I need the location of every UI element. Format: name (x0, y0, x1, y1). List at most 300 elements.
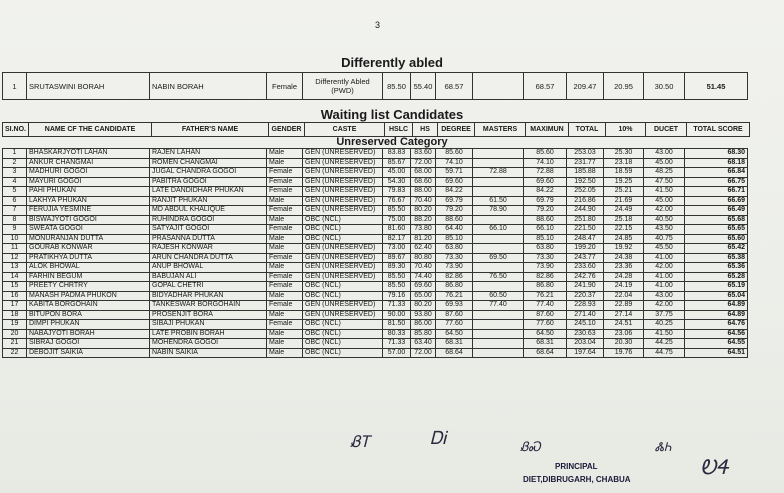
cell-maximun: 84.22 (524, 187, 567, 197)
cell-hs: 63.40 (411, 339, 436, 349)
cell-caste: OBC (NCL) (303, 282, 383, 292)
cell-name: MAYURI GOGOI (27, 177, 150, 187)
cell-hslc: 85.67 (383, 158, 411, 168)
cell-degree: 87.60 (436, 310, 473, 320)
table-row (3, 301, 748, 311)
cell-sino: 9 (3, 225, 27, 235)
cell-degree: 84.22 (436, 187, 473, 197)
cell-father: ROMEN CHANGMAI (150, 158, 267, 168)
section-title-waiting-list: Waiting list Candidates (320, 107, 464, 122)
cell-total: 253.03 (567, 149, 604, 159)
table-row (3, 177, 748, 187)
cell-maximun: 74.10 (524, 158, 567, 168)
section-title-differently-abled: Differently abled (341, 55, 443, 70)
cell-hslc: 89.67 (383, 253, 411, 263)
cell-gender: Male (267, 310, 303, 320)
cell-name: KABITA BORGOHAIN (27, 301, 150, 311)
cell-caste: GEN (UNRESERVED) (303, 272, 383, 282)
cell-caste: GEN (UNRESERVED) (303, 310, 383, 320)
cell-hs: 86.00 (411, 320, 436, 330)
cell-gender: Male (267, 263, 303, 273)
cell-hslc: 90.00 (383, 310, 411, 320)
cell-total: 228.93 (567, 301, 604, 311)
cell-name: NABAJYOTI BORAH (27, 329, 150, 339)
cell-father: ARUN CHANDRA DUTTA (150, 253, 267, 263)
cell-maximun: 69.79 (524, 196, 567, 206)
cell-degree: 88.60 (436, 215, 473, 225)
table-row (3, 329, 748, 339)
cell-total: 245.10 (567, 320, 604, 330)
table-row (3, 158, 748, 168)
cell-hslc: 79.83 (383, 187, 411, 197)
cell-ten-percent: 18.59 (604, 168, 644, 178)
cell-name: SRUTASWINI BORAH (27, 73, 150, 100)
cell-degree: 69.79 (436, 196, 473, 206)
cell-father: RUHINDRA GOGOI (150, 215, 267, 225)
cell-caste: OBC (NCL) (303, 339, 383, 349)
table-row (3, 206, 748, 216)
cell-masters (473, 177, 524, 187)
cell-total-score: 51.45 (685, 73, 748, 100)
waiting-list-body (3, 149, 748, 358)
cell-gender: Male (267, 158, 303, 168)
cell-total-score: 65.60 (685, 234, 748, 244)
cell-name: FERUJIA YESMINE (27, 206, 150, 216)
cell-caste: GEN (UNRESERVED) (303, 206, 383, 216)
cell-sino: 1 (3, 149, 27, 159)
cell-caste: OBC (NCL) (303, 320, 383, 330)
cell-total: 243.77 (567, 253, 604, 263)
cell-total-score: 68.18 (685, 158, 748, 168)
cell-ducet: 44.75 (644, 348, 685, 358)
cell-ten-percent: 19.25 (604, 177, 644, 187)
table-row (3, 196, 748, 206)
cell-ten-percent: 24.19 (604, 282, 644, 292)
table-row (3, 244, 748, 254)
cell-gender: Male (267, 291, 303, 301)
header-row (3, 123, 750, 137)
header-name: NAME CF THE CANDIDATE (29, 123, 152, 137)
cell-maximun: 77.40 (524, 301, 567, 311)
cell-ten-percent: 23.18 (604, 158, 644, 168)
cell-maximun: 73.90 (524, 263, 567, 273)
header-father: FATHER'S NAME (152, 123, 269, 137)
cell-gender: Female (267, 301, 303, 311)
cell-total: 233.60 (567, 263, 604, 273)
cell-degree: 69.60 (436, 177, 473, 187)
cell-masters (473, 149, 524, 159)
cell-hslc: 80.33 (383, 329, 411, 339)
cell-total-score: 65.42 (685, 244, 748, 254)
cell-maximun: 82.86 (524, 272, 567, 282)
cell-masters (473, 234, 524, 244)
cell-father: MOHENDRA GOGOI (150, 339, 267, 349)
signature-5: ᎧᏎ (700, 455, 729, 479)
cell-masters: 69.50 (473, 253, 524, 263)
cell-total-score: 65.28 (685, 272, 748, 282)
cell-total-score: 65.65 (685, 225, 748, 235)
cell-degree: 64.40 (436, 225, 473, 235)
cell-ten-percent: 24.38 (604, 253, 644, 263)
cell-hs: 88.20 (411, 215, 436, 225)
cell-ducet: 44.25 (644, 339, 685, 349)
cell-gender: Female (267, 168, 303, 178)
cell-total: 271.40 (567, 310, 604, 320)
cell-masters (473, 263, 524, 273)
cell-caste: GEN (UNRESERVED) (303, 168, 383, 178)
cell-maximun: 68.57 (524, 73, 567, 100)
differently-abled-table (2, 72, 748, 100)
cell-caste: GEN (UNRESERVED) (303, 158, 383, 168)
table-row (3, 234, 748, 244)
cell-ducet: 41.50 (644, 187, 685, 197)
cell-ten-percent: 24.85 (604, 234, 644, 244)
cell-hs: 83.60 (411, 149, 436, 159)
column-header-row (2, 122, 750, 137)
cell-hslc: 81.60 (383, 225, 411, 235)
cell-father: RAJESH KONWAR (150, 244, 267, 254)
table-row (3, 310, 748, 320)
cell-ten-percent: 23.36 (604, 263, 644, 273)
cell-degree: 73.90 (436, 263, 473, 273)
cell-father: ANUP BHOWAL (150, 263, 267, 273)
cell-sino: 21 (3, 339, 27, 349)
cell-ducet: 41.00 (644, 282, 685, 292)
cell-maximun: 68.64 (524, 348, 567, 358)
table-row (3, 187, 748, 197)
cell-gender: Female (267, 225, 303, 235)
cell-maximun: 76.21 (524, 291, 567, 301)
signature-4: ᏜᏂ (655, 440, 672, 454)
cell-ten-percent: 19.76 (604, 348, 644, 358)
cell-father: LATE DANDIDHAR PHUKAN (150, 187, 267, 197)
cell-hs: 80.80 (411, 253, 436, 263)
cell-degree: 68.64 (436, 348, 473, 358)
cell-gender: Female (267, 177, 303, 187)
header-total-score: TOTAL SCORE (687, 123, 750, 137)
cell-total: 220.37 (567, 291, 604, 301)
cell-ducet: 42.00 (644, 206, 685, 216)
cell-name: DEBOJIT SAIKIA (27, 348, 150, 358)
cell-hslc: 85.50 (383, 206, 411, 216)
header-masters: MASTERS (475, 123, 526, 137)
cell-ducet: 41.00 (644, 272, 685, 282)
header-degree: DEGREE (438, 123, 475, 137)
cell-total-score: 64.89 (685, 301, 748, 311)
header-caste: CASTE (305, 123, 385, 137)
cell-gender: Female (267, 253, 303, 263)
cell-caste: GEN (UNRESERVED) (303, 196, 383, 206)
cell-gender: Male (267, 339, 303, 349)
cell-total: 197.64 (567, 348, 604, 358)
cell-father: BIDYADHAR PHUKAN (150, 291, 267, 301)
cell-sino: 13 (3, 263, 27, 273)
cell-caste: OBC (NCL) (303, 329, 383, 339)
cell-gender: Male (267, 196, 303, 206)
cell-total-score: 64.76 (685, 320, 748, 330)
cell-father: PABITRA GOGOI (150, 177, 267, 187)
cell-maximun: 85.60 (524, 149, 567, 159)
header-ducet: DUCET (646, 123, 687, 137)
page-number: 3 (375, 20, 381, 30)
cell-degree: 85.60 (436, 149, 473, 159)
cell-gender: Male (267, 149, 303, 159)
cell-hs: 65.00 (411, 291, 436, 301)
cell-father: NABIN SAIKIA (150, 348, 267, 358)
cell-name: BHASKARJYOTI LAHAN (27, 149, 150, 159)
cell-caste: OBC (NCL) (303, 291, 383, 301)
cell-father: JUGAL CHANDRA GOGOI (150, 168, 267, 178)
cell-name: SWEATA GOGOI (27, 225, 150, 235)
cell-ducet: 47.50 (644, 177, 685, 187)
cell-degree: 85.10 (436, 234, 473, 244)
table-row (3, 339, 748, 349)
table-row (3, 282, 748, 292)
cell-degree: 69.93 (436, 301, 473, 311)
cell-ducet: 42.00 (644, 263, 685, 273)
cell-maximun: 68.31 (524, 339, 567, 349)
cell-degree: 68.57 (436, 73, 473, 100)
table-row (3, 263, 748, 273)
cell-hslc: 85.50 (383, 282, 411, 292)
cell-hslc: 71.33 (383, 301, 411, 311)
cell-ten-percent: 25.18 (604, 215, 644, 225)
cell-sino: 5 (3, 187, 27, 197)
cell-total-score: 66.84 (685, 168, 748, 178)
waiting-list-table (2, 148, 748, 358)
cell-ten-percent: 22.04 (604, 291, 644, 301)
cell-ducet: 40.25 (644, 320, 685, 330)
cell-masters: 77.40 (473, 301, 524, 311)
table-row (3, 253, 748, 263)
cell-masters: 60.50 (473, 291, 524, 301)
cell-father: GOPAL CHETRI (150, 282, 267, 292)
cell-name: GOURAB KONWAR (27, 244, 150, 254)
cell-hs: 68.60 (411, 177, 436, 187)
cell-degree: 86.80 (436, 282, 473, 292)
cell-total: 242.76 (567, 272, 604, 282)
cell-maximun: 73.30 (524, 253, 567, 263)
cell-hs: 85.80 (411, 329, 436, 339)
cell-gender: Male (267, 215, 303, 225)
cell-ten-percent: 27.14 (604, 310, 644, 320)
cell-hslc: 73.00 (383, 244, 411, 254)
cell-hs: 55.40 (411, 73, 436, 100)
cell-hs: 62.40 (411, 244, 436, 254)
cell-hslc: 82.17 (383, 234, 411, 244)
cell-hslc: 83.83 (383, 149, 411, 159)
cell-ducet: 40.50 (644, 215, 685, 225)
cell-sino: 20 (3, 329, 27, 339)
cell-total-score: 64.51 (685, 348, 748, 358)
cell-caste: OBC (NCL) (303, 234, 383, 244)
cell-hslc: 79.16 (383, 291, 411, 301)
cell-total-score: 66.75 (685, 177, 748, 187)
header-gender: GENDER (269, 123, 305, 137)
cell-ducet: 48.25 (644, 168, 685, 178)
cell-hslc: 54.30 (383, 177, 411, 187)
cell-hslc: 71.33 (383, 339, 411, 349)
cell-ten-percent: 25.21 (604, 187, 644, 197)
cell-ducet: 45.50 (644, 244, 685, 254)
cell-maximun: 88.60 (524, 215, 567, 225)
cell-masters (473, 73, 524, 100)
cell-maximun: 64.50 (524, 329, 567, 339)
cell-gender: Male (267, 348, 303, 358)
cell-caste: OBC (NCL) (303, 215, 383, 225)
cell-father: PRASANNA DUTTA (150, 234, 267, 244)
cell-name: PAHI PHUKAN (27, 187, 150, 197)
cell-name: MANASH PADMA PHUKON (27, 291, 150, 301)
cell-ten-percent: 21.69 (604, 196, 644, 206)
cell-ducet: 30.50 (644, 73, 685, 100)
cell-hslc: 76.67 (383, 196, 411, 206)
cell-gender: Male (267, 234, 303, 244)
cell-ten-percent: 23.06 (604, 329, 644, 339)
cell-name: ALOK BHOWAL (27, 263, 150, 273)
cell-total-score: 65.38 (685, 253, 748, 263)
cell-masters (473, 310, 524, 320)
cell-ducet: 45.00 (644, 158, 685, 168)
cell-sino: 16 (3, 291, 27, 301)
cell-sino: 12 (3, 253, 27, 263)
cell-caste: GEN (UNRESERVED) (303, 301, 383, 311)
cell-father: BABUJAN ALI (150, 272, 267, 282)
cell-hs: 88.00 (411, 187, 436, 197)
cell-sino: 2 (3, 158, 27, 168)
cell-degree: 63.80 (436, 244, 473, 254)
cell-ducet: 40.75 (644, 234, 685, 244)
cell-total-score: 66.71 (685, 187, 748, 197)
cell-name: LAKHYA PHUKAN (27, 196, 150, 206)
cell-ducet: 41.50 (644, 329, 685, 339)
cell-name: BITUPON BORA (27, 310, 150, 320)
cell-gender: Male (267, 329, 303, 339)
table-row (3, 272, 748, 282)
cell-hslc: 81.50 (383, 320, 411, 330)
cell-ten-percent: 24.51 (604, 320, 644, 330)
cell-hs: 81.20 (411, 234, 436, 244)
cell-ten-percent: 25.30 (604, 149, 644, 159)
cell-sino: 1 (3, 73, 27, 100)
cell-total-score: 65.19 (685, 282, 748, 292)
cell-maximun: 69.60 (524, 177, 567, 187)
cell-hslc: 75.00 (383, 215, 411, 225)
cell-maximun: 66.10 (524, 225, 567, 235)
cell-maximun: 79.20 (524, 206, 567, 216)
cell-caste: GEN (UNRESERVED) (303, 244, 383, 254)
cell-hslc: 85.50 (383, 272, 411, 282)
cell-caste: GEN (UNRESERVED) (303, 177, 383, 187)
cell-total-score: 65.36 (685, 263, 748, 273)
cell-maximun: 86.80 (524, 282, 567, 292)
cell-masters (473, 348, 524, 358)
cell-caste: GEN (UNRESERVED) (303, 187, 383, 197)
cell-ten-percent: 22.15 (604, 225, 644, 235)
cell-total-score: 64.89 (685, 310, 748, 320)
cell-father: SATYAJIT GOGOI (150, 225, 267, 235)
cell-sino: 8 (3, 215, 27, 225)
cell-father: LATE PROBIN BORAH (150, 329, 267, 339)
cell-ducet: 37.75 (644, 310, 685, 320)
cell-hs: 93.80 (411, 310, 436, 320)
cell-masters (473, 320, 524, 330)
cell-maximun: 72.88 (524, 168, 567, 178)
cell-gender: Female (267, 206, 303, 216)
cell-masters: 72.88 (473, 168, 524, 178)
cell-father: PROSENJIT BORA (150, 310, 267, 320)
table-row (3, 320, 748, 330)
cell-hs: 72.00 (411, 348, 436, 358)
cell-hs: 70.40 (411, 263, 436, 273)
table-row (3, 73, 748, 100)
cell-degree: 68.31 (436, 339, 473, 349)
cell-masters: 66.10 (473, 225, 524, 235)
cell-name: SIBRAJ GOGOI (27, 339, 150, 349)
cell-sino: 11 (3, 244, 27, 254)
cell-total: 244.90 (567, 206, 604, 216)
cell-name: PRATIKHYA DUTTA (27, 253, 150, 263)
cell-maximun: 87.60 (524, 310, 567, 320)
header-sino: SI.NO. (3, 123, 29, 137)
cell-sino: 19 (3, 320, 27, 330)
cell-ten-percent: 24.49 (604, 206, 644, 216)
cell-total: 221.50 (567, 225, 604, 235)
cell-total: 209.47 (567, 73, 604, 100)
cell-hs: 69.60 (411, 282, 436, 292)
cell-name: DIMPI PHUKAN (27, 320, 150, 330)
table-row (3, 291, 748, 301)
cell-ten-percent: 20.30 (604, 339, 644, 349)
cell-ducet: 43.00 (644, 291, 685, 301)
cell-total: 231.77 (567, 158, 604, 168)
cell-name: FARHIN BEGUM (27, 272, 150, 282)
cell-ducet: 43.00 (644, 149, 685, 159)
cell-ten-percent: 22.89 (604, 301, 644, 311)
cell-masters (473, 244, 524, 254)
cell-ducet: 42.00 (644, 301, 685, 311)
cell-total: 251.80 (567, 215, 604, 225)
table-row (3, 225, 748, 235)
table-row (3, 348, 748, 358)
cell-gender: Female (267, 282, 303, 292)
table-row (3, 149, 748, 159)
cell-degree: 74.10 (436, 158, 473, 168)
cell-ten-percent: 24.28 (604, 272, 644, 282)
cell-maximun: 85.10 (524, 234, 567, 244)
header-total: TOTAL (569, 123, 606, 137)
principal-label: PRINCIPAL (555, 462, 598, 471)
cell-maximun: 63.80 (524, 244, 567, 254)
cell-gender: Female (267, 272, 303, 282)
cell-sino: 14 (3, 272, 27, 282)
cell-father: MD ABDUL KHALIQUE (150, 206, 267, 216)
cell-gender: Female (267, 320, 303, 330)
cell-masters (473, 158, 524, 168)
cell-masters: 78.90 (473, 206, 524, 216)
cell-degree: 77.60 (436, 320, 473, 330)
signature-1: ᏰᎢ (350, 432, 371, 451)
cell-total: 241.90 (567, 282, 604, 292)
cell-degree: 73.30 (436, 253, 473, 263)
cell-total-score: 64.55 (685, 339, 748, 349)
cell-total: 230.63 (567, 329, 604, 339)
cell-hslc: 89.30 (383, 263, 411, 273)
cell-degree: 79.20 (436, 206, 473, 216)
cell-total-score: 66.49 (685, 206, 748, 216)
cell-father: TANKESWAR BORGOHAIN (150, 301, 267, 311)
cell-father: SIBAJI PHUKAN (150, 320, 267, 330)
